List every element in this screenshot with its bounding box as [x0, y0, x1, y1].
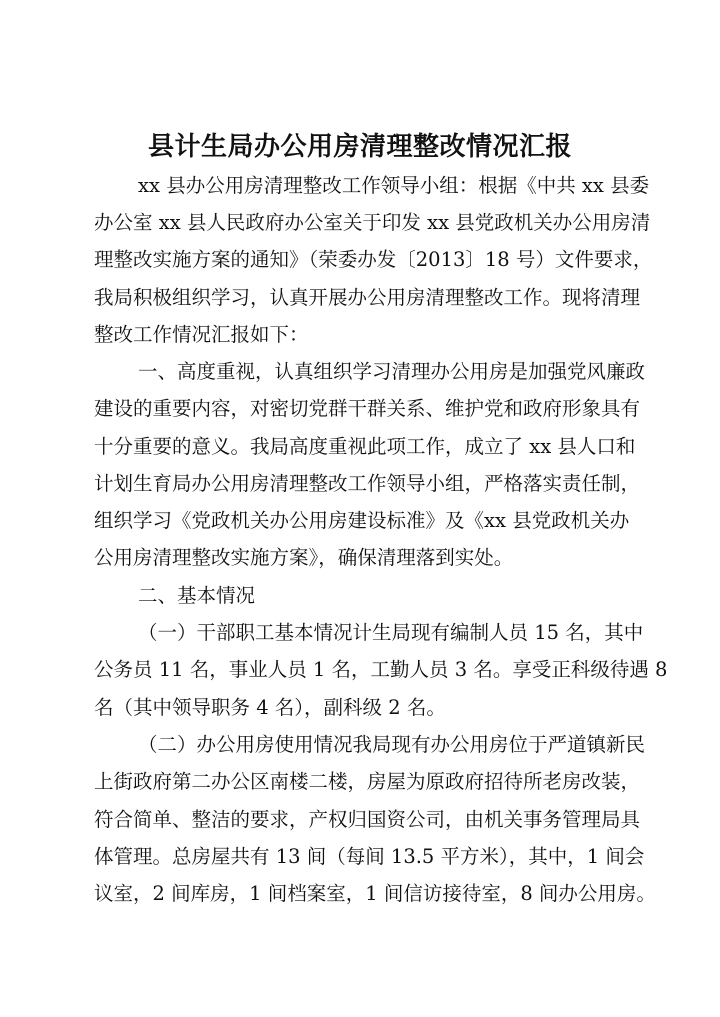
document-title: 县计生局办公用房清理整改情况汇报 [147, 132, 572, 162]
paragraph-line: 理整改实施方案的通知》（荣委办发〔2013〕18 号）文件要求， [94, 248, 653, 271]
paragraph-line: xx 县办公用房清理整改工作领导小组：根据《中共 xx 县委 [138, 174, 650, 197]
paragraph-line: 整改工作情况汇报如下： [94, 323, 309, 346]
paragraph-line: 组织学习《党政机关办公用房建设标准》及《xx 县党政机关办 [94, 509, 630, 532]
paragraph-line: 符合简单、整洁的要求，产权归国资公司，由机关事务管理局具 [94, 808, 641, 831]
paragraph-line: 公务员 11 名，事业人员 1 名，工勤人员 3 名。享受正科级待遇 8 [94, 658, 668, 681]
paragraph-line: 我局积极组织学习，认真开展办公用房清理整改工作。现将清理 [94, 286, 641, 309]
paragraph-line: 计划生育局办公用房清理整改工作领导小组，严格落实责任制， [94, 472, 641, 495]
paragraph-line: 建设的重要内容，对密切党群干群关系、维护党和政府形象具有 [94, 397, 641, 420]
paragraph-line: 十分重要的意义。我局高度重视此项工作，成立了 xx 县人口和 [94, 435, 636, 458]
paragraph-line: 公用房清理整改实施方案》，确保清理落到实处。 [94, 546, 514, 569]
paragraph-line: 一、高度重视，认真组织学习清理办公用房是加强党风廉政 [138, 360, 646, 383]
paragraph-line: 体管理。总房屋共有 13 间（每间 13.5 平方米），其中，1 间会 [94, 845, 645, 868]
paragraph-line: 办公室 xx 县人民政府办公室关于印发 xx 县党政机关办公用房清 [94, 211, 651, 234]
paragraph-line: （一）干部职工基本情况计生局现有编制人员 15 名，其中 [138, 621, 644, 644]
paragraph-line: 议室，2 间库房，1 间档案室，1 间信访接待室，8 间办公用房。 [94, 882, 656, 905]
section-heading: 二、基本情况 [138, 584, 256, 607]
paragraph-line: 上街政府第二办公区南楼二楼，房屋为原政府招待所老房改装， [94, 770, 641, 793]
paragraph-line: （二）办公用房使用情况我局现有办公用房位于严道镇新民 [138, 733, 646, 756]
paragraph-line: 名（其中领导职务 4 名），副科级 2 名。 [94, 696, 446, 719]
